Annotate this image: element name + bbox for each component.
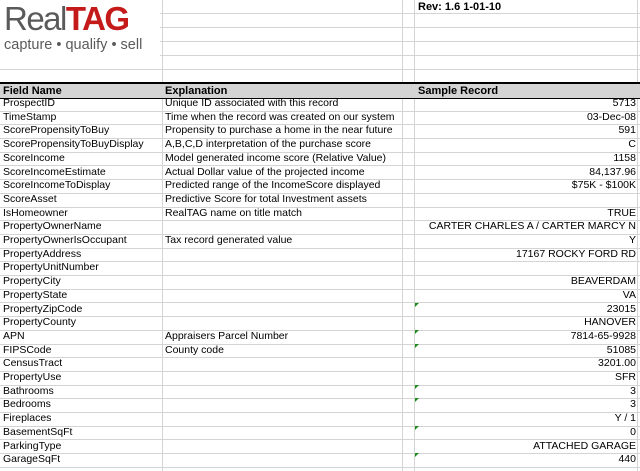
row-divider [0, 69, 640, 70]
sample-value-cell[interactable]: VA [622, 288, 636, 301]
table-row[interactable] [0, 398, 640, 412]
logo-word-tag: TAG [65, 0, 129, 37]
table-row[interactable] [0, 220, 640, 234]
sample-value-cell[interactable]: 591 [618, 124, 636, 137]
sample-value-cell[interactable]: 51085 [606, 343, 636, 356]
field-name-cell[interactable]: PropertyOwnerName [3, 220, 102, 233]
table-row[interactable] [0, 330, 640, 344]
explanation-cell[interactable]: Predictive Score for total Investment assets [165, 192, 367, 205]
table-row[interactable] [0, 152, 640, 166]
logo-tagline: capture • qualify • sell [4, 37, 143, 53]
field-name-cell[interactable]: PropertyOwnerIsOccupant [3, 234, 127, 246]
explanation-cell[interactable]: Time when the record was created on our system [165, 110, 395, 123]
sample-value-cell[interactable]: 3 [630, 398, 636, 411]
logo-wordmark [4, 1, 129, 37]
sample-value-cell[interactable]: 23015 [606, 302, 636, 315]
sample-value-cell[interactable]: 0 [630, 425, 636, 438]
field-name-cell[interactable]: FIPSCode [3, 343, 52, 356]
field-name-cell[interactable]: Bedrooms [3, 398, 51, 411]
table-row[interactable] [0, 166, 640, 180]
field-name-cell[interactable]: PropertyUse [3, 371, 62, 383]
table-row[interactable] [0, 426, 640, 440]
explanation-cell[interactable]: Appraisers Parcel Number [165, 329, 289, 342]
table-row[interactable] [0, 275, 640, 289]
number-as-text-indicator-icon [415, 385, 419, 389]
sample-value-cell[interactable]: 440 [618, 453, 636, 466]
table-row[interactable] [0, 440, 640, 454]
sample-value-cell[interactable]: Y / 1 [614, 412, 636, 425]
sample-value-cell[interactable]: 3201.00 [598, 357, 636, 370]
field-name-cell[interactable]: ScoreIncomeToDisplay [3, 179, 111, 192]
field-name-cell[interactable]: ScoreAsset [3, 192, 57, 205]
field-name-cell[interactable]: APN [3, 329, 25, 342]
header-explanation: Explanation [165, 85, 228, 97]
sample-value-cell[interactable]: ATTACHED GARAGE [533, 439, 636, 452]
sample-value-cell[interactable]: 17167 ROCKY FORD RD [515, 247, 636, 260]
field-name-cell[interactable]: PropertyUnitNumber [3, 261, 99, 274]
field-name-cell[interactable]: CensusTract [3, 357, 63, 370]
table-row[interactable] [0, 124, 640, 138]
explanation-cell[interactable]: Model generated income score (Relative Value) [165, 151, 387, 164]
field-name-cell[interactable]: ParkingType [3, 439, 62, 452]
sample-value-cell[interactable]: TRUE [607, 206, 636, 219]
table-row[interactable] [0, 289, 640, 303]
field-name-cell[interactable]: ScorePropensityToBuyDisplay [3, 138, 144, 151]
field-name-cell[interactable]: PropertyCounty [3, 316, 76, 329]
number-as-text-indicator-icon [415, 344, 419, 348]
sample-value-cell[interactable]: 7814-65-9928 [570, 329, 636, 342]
field-name-cell[interactable]: IsHomeowner [3, 206, 68, 219]
table-row[interactable] [0, 261, 640, 275]
sample-value-cell[interactable]: C [628, 138, 636, 151]
sample-value-cell[interactable]: SFR [615, 371, 636, 383]
table-row[interactable] [0, 412, 640, 426]
table-row[interactable] [0, 385, 640, 399]
number-as-text-indicator-icon [415, 330, 419, 334]
logo-word-real: Real [4, 0, 66, 37]
realtag-logo [0, 0, 160, 60]
field-name-cell[interactable]: PropertyState [3, 288, 68, 301]
table-row[interactable] [0, 303, 640, 317]
revision-label: Rev: 1.6 1-01-10 [418, 1, 502, 13]
sample-value-cell[interactable]: $75K - $100K [571, 179, 636, 192]
number-as-text-indicator-icon [415, 398, 419, 402]
sample-value-cell[interactable]: CARTER CHARLES A / CARTER MARCY N [428, 220, 636, 233]
table-row[interactable] [0, 193, 640, 207]
table-row[interactable] [0, 316, 640, 330]
table-row[interactable] [0, 234, 640, 248]
field-name-cell[interactable]: ScoreIncomeEstimate [3, 165, 106, 178]
field-name-cell[interactable]: TimeStamp [3, 110, 57, 123]
table-row[interactable] [0, 344, 640, 358]
explanation-cell[interactable]: Tax record generated value [165, 234, 293, 246]
sample-value-cell[interactable]: 3 [630, 384, 636, 397]
explanation-cell[interactable]: County code [165, 343, 224, 356]
sample-value-cell[interactable]: Y [628, 234, 636, 246]
table-row[interactable] [0, 357, 640, 371]
table-row[interactable] [0, 97, 640, 111]
number-as-text-indicator-icon [415, 426, 419, 430]
number-as-text-indicator-icon [415, 303, 419, 307]
field-name-cell[interactable]: PropertyAddress [3, 247, 82, 260]
sample-value-cell[interactable]: 5713 [612, 97, 636, 109]
table-row[interactable] [0, 248, 640, 262]
header-field-name: Field Name [3, 85, 62, 97]
explanation-cell[interactable]: Predicted range of the IncomeScore displayed [165, 179, 381, 192]
field-name-cell[interactable]: PropertyZipCode [3, 302, 83, 315]
table-row[interactable] [0, 207, 640, 221]
sample-value-cell[interactable]: 1158 [613, 151, 636, 164]
explanation-cell[interactable]: Propensity to purchase a home in the near future [165, 124, 393, 137]
field-name-cell[interactable]: GarageSqFt [3, 453, 61, 466]
sample-value-cell[interactable]: 03-Dec-08 [586, 110, 636, 123]
sample-value-cell[interactable]: HANOVER [584, 316, 636, 329]
field-name-cell[interactable]: ScorePropensityToBuy [3, 124, 110, 137]
field-name-cell[interactable]: ScoreIncome [3, 151, 65, 164]
table-row[interactable] [0, 371, 640, 385]
sample-value-cell[interactable]: 84,137.96 [589, 165, 636, 178]
number-as-text-indicator-icon [415, 453, 419, 457]
explanation-cell[interactable]: RealTAG name on title match [165, 206, 302, 219]
header-sample-record: Sample Record [418, 85, 499, 97]
field-name-cell[interactable]: Fireplaces [3, 412, 52, 425]
table-row[interactable] [0, 179, 640, 193]
field-name-cell[interactable]: BasementSqFt [3, 425, 73, 438]
table-row[interactable] [0, 453, 640, 467]
row-divider [0, 467, 640, 468]
explanation-cell[interactable]: Unique ID associated with this record [165, 97, 339, 109]
field-name-cell[interactable]: PropertyCity [3, 275, 61, 288]
field-name-cell[interactable]: Bathrooms [3, 384, 54, 397]
table-row[interactable] [0, 111, 640, 125]
sample-value-cell[interactable]: BEAVERDAM [570, 275, 636, 288]
explanation-cell[interactable]: Actual Dollar value of the projected income [165, 165, 365, 178]
explanation-cell[interactable]: A,B,C,D interpretation of the purchase score [165, 138, 372, 151]
field-name-cell[interactable]: ProspectID [3, 97, 55, 109]
table-row[interactable] [0, 138, 640, 152]
